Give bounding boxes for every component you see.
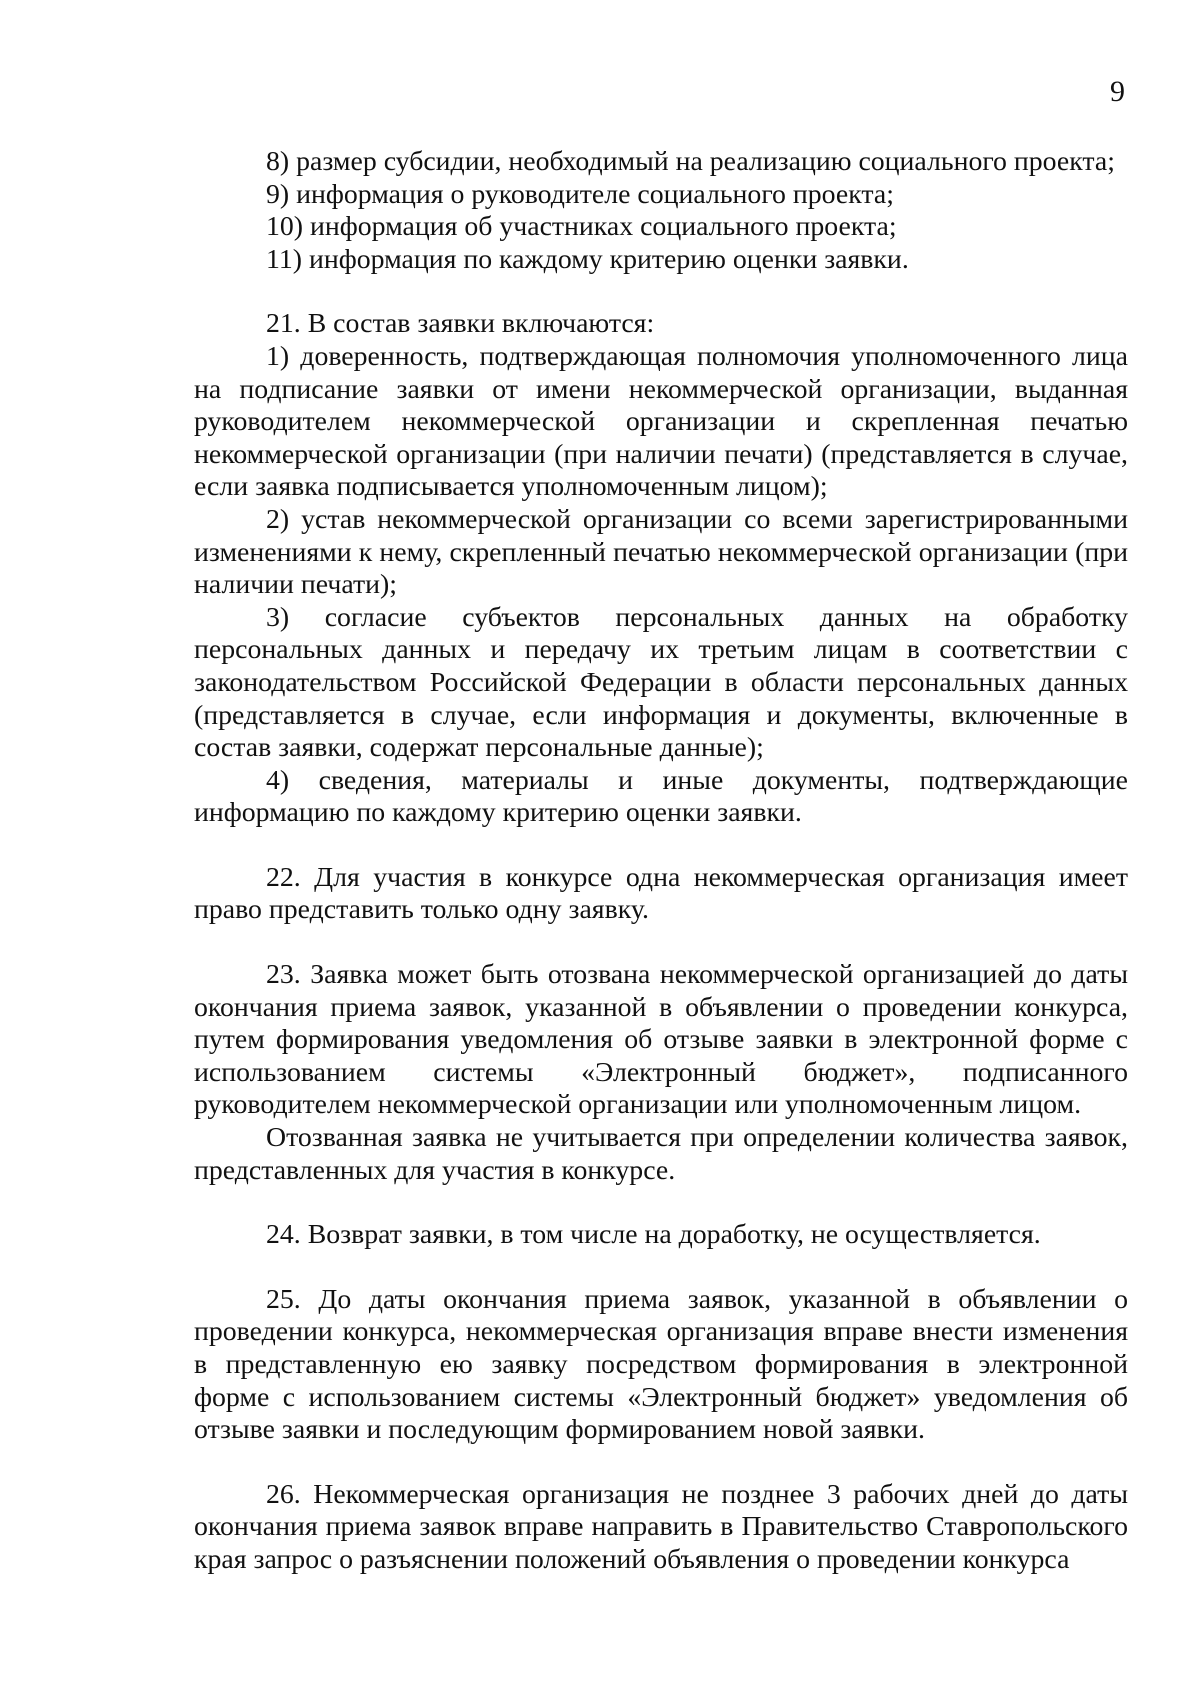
paragraph: Отозванная заявка не учитывается при определении количества заявок, представленных для участия в конкурсе. bbox=[194, 1122, 1128, 1186]
paragraph-spacer bbox=[194, 927, 1128, 959]
paragraph-spacer bbox=[194, 1252, 1128, 1284]
paragraph: 8) размер субсидии, необходимый на реализацию социального проекта; bbox=[266, 146, 1115, 177]
paragraph: 3) согласие субъектов персональных данных на обработку персональных данных и передачу их третьим лицам в соответствии с законодательством Российской Федерации в области персональных данных (представляется в случае, если информация и документы, включенные в состав заявки, содержат персональные данные); bbox=[194, 601, 1128, 764]
paragraph-spacer bbox=[194, 830, 1128, 862]
paragraph-spacer bbox=[194, 276, 1128, 308]
paragraph: 26. Некоммерческая организация не позднее 3 рабочих дней до даты окончания приема заявок вправе направить в Правительство Ставропольского края запрос о разъяснении положений объявления о проведении конкурса bbox=[194, 1478, 1128, 1575]
paragraph: 23. Заявка может быть отозвана некоммерческой организацией до даты окончания приема заявок, указанной в объявлении о проведении конкурса, путем формирования уведомления об отзыве заявки в электронной форме с использованием системы «Электронный бюджет», подписанного руководителем некоммерческой организации или уполномоченным лицом. bbox=[194, 959, 1128, 1121]
paragraph: 24. Возврат заявки, в том числе на доработку, не осуществляется. bbox=[266, 1219, 1041, 1251]
paragraph: 10) информация об участниках социального проекта; bbox=[266, 211, 897, 243]
page-number: 9 bbox=[1110, 75, 1125, 108]
paragraph-spacer bbox=[194, 1187, 1128, 1219]
paragraph: 4) сведения, материалы и иные документы, подтверждающие информацию по каждому критерию оценки заявки. bbox=[194, 764, 1128, 829]
paragraph: 25. До даты окончания приема заявок, указанной в объявлении о проведении конкурса, некоммерческая организация вправе внести изменения в представленную ею заявку посредством формирования в электронной форме с использованием системы «Электронный бюджет» уведомления об отзыве заявки и последующим формированием новой заявки. bbox=[194, 1283, 1128, 1446]
paragraph: 1) доверенность, подтверждающая полномочия уполномоченного лица на подписание заявки от имени некоммерческой организации, выданная руководителем некоммерческой организации и скрепленная печатью некоммерческой организации (при наличии печати) (представляется в случае, если заявка подписывается уполномоченным лицом); bbox=[194, 340, 1128, 503]
paragraph: 11) информация по каждому критерию оценки заявки. bbox=[266, 243, 909, 275]
document-body bbox=[194, 146, 1128, 1577]
paragraph: 21. В состав заявки включаются: bbox=[266, 308, 655, 340]
paragraph: 9) информация о руководителе социального проекта; bbox=[266, 178, 894, 210]
paragraph: 2) устав некоммерческой организации со всеми зарегистрированными изменениями к нему, скрепленный печатью некоммерческой организации (при наличии печати); bbox=[194, 503, 1128, 601]
paragraph: 22. Для участия в конкурсе одна некоммерческая организация имеет право представить только одну заявку. bbox=[194, 861, 1128, 926]
paragraph-spacer bbox=[194, 1447, 1128, 1479]
